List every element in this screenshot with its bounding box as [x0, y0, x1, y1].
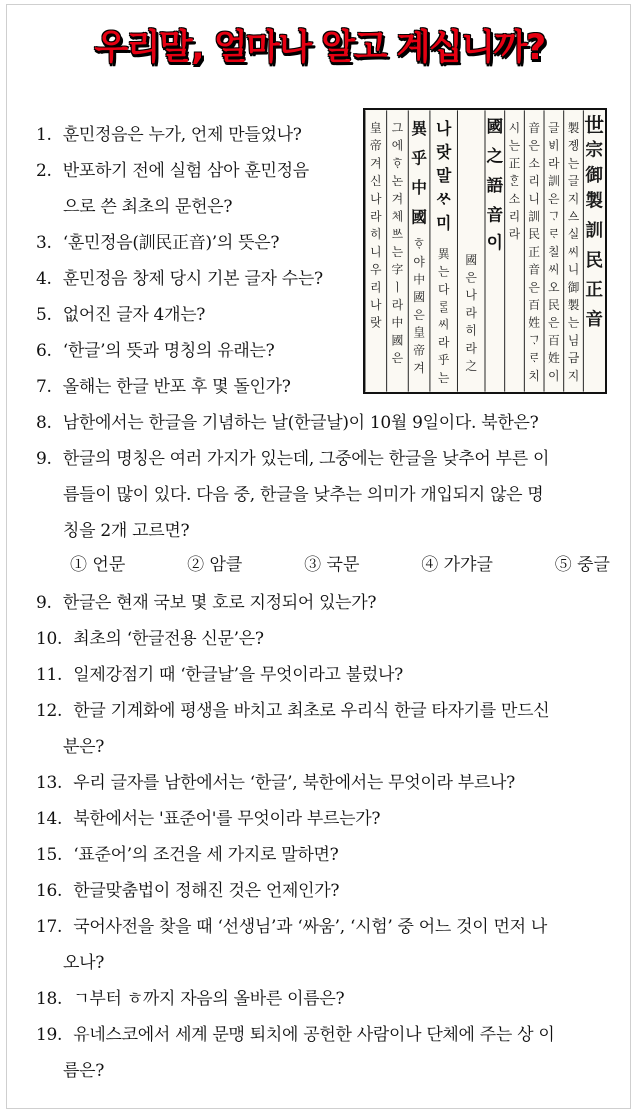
svg-text:姓: 姓: [547, 351, 560, 366]
question-9a-line-3: 칭을 2개 고르면?: [63, 521, 190, 541]
svg-text:리: 리: [370, 280, 382, 295]
svg-text:은: 은: [465, 270, 477, 285]
svg-text:씨: 씨: [567, 244, 580, 259]
svg-text:世: 世: [584, 113, 605, 137]
svg-text:오: 오: [548, 280, 560, 295]
question-11: 11. 일제강점기 때 ‘한글날’을 무엇이라고 불렀나?: [36, 665, 403, 685]
svg-text:소: 소: [508, 191, 521, 206]
svg-text:ᄫᅵ: ᄫᅵ: [548, 138, 560, 153]
svg-text:中: 中: [413, 272, 426, 287]
question-16: 16. 한글맞춤법이 정해진 것은 언제인가?: [36, 881, 340, 901]
svg-text:리: 리: [528, 174, 540, 189]
svg-text:音: 音: [585, 308, 604, 330]
svg-text:라: 라: [465, 305, 477, 320]
svg-text:百: 百: [528, 298, 541, 313]
svg-text:히: 히: [370, 227, 382, 242]
svg-text:乎: 乎: [437, 353, 450, 368]
svg-text:시: 시: [508, 120, 521, 135]
svg-text:니: 니: [567, 262, 580, 277]
svg-text:히: 히: [465, 323, 477, 338]
svg-text:랏: 랏: [436, 142, 452, 162]
svg-text:은: 은: [548, 315, 560, 330]
svg-text:는: 는: [437, 370, 450, 385]
svg-text:야: 야: [413, 254, 425, 269]
svg-text:논: 논: [391, 174, 404, 189]
question-19-line-2: 름은?: [63, 1061, 105, 1081]
option-4: ④ 가갸글: [421, 555, 493, 575]
svg-text:은: 은: [548, 191, 560, 206]
svg-text:訓: 訓: [547, 174, 560, 189]
question-17: 17. 국어사전을 찾을 때 ‘선생님’과 ‘싸움’, ‘시험’ 중 어느 것이 먼저 나: [36, 917, 547, 937]
svg-text:니: 니: [370, 244, 382, 259]
svg-text:니: 니: [528, 191, 540, 206]
svg-text:은: 은: [528, 280, 540, 295]
svg-text:皇: 皇: [413, 325, 426, 340]
svg-text:百: 百: [547, 333, 560, 348]
question-14: 14. 북한에서는 '표준어'를 무엇이라 부르는가?: [36, 809, 381, 829]
svg-text:는: 는: [567, 156, 580, 171]
svg-text:겨: 겨: [370, 156, 382, 171]
svg-text:금: 금: [567, 351, 580, 366]
svg-text:라: 라: [465, 341, 477, 356]
svg-text:씨: 씨: [548, 262, 560, 277]
svg-text:말: 말: [436, 166, 452, 186]
svg-text:乎: 乎: [411, 148, 427, 168]
svg-text:우: 우: [370, 262, 382, 277]
svg-text:ᄒᆞ: ᄒᆞ: [413, 237, 425, 252]
svg-text:라: 라: [548, 156, 560, 171]
svg-text:나: 나: [370, 191, 382, 206]
svg-text:皇: 皇: [369, 120, 382, 135]
svg-text:체: 체: [391, 209, 404, 224]
svg-text:이: 이: [486, 232, 503, 253]
svg-text:民: 民: [547, 298, 560, 313]
svg-text:之: 之: [486, 145, 504, 166]
svg-text:소: 소: [528, 156, 540, 171]
question-12: 12. 한글 기계화에 평생을 바치고 최초로 우리식 한글 타자기를 만드신: [36, 701, 550, 721]
svg-text:라: 라: [508, 227, 521, 242]
svg-text:은: 은: [528, 138, 540, 153]
svg-text:異: 異: [437, 246, 450, 261]
svg-text:製: 製: [567, 120, 580, 135]
svg-text:치: 치: [528, 368, 540, 383]
svg-text:音: 音: [486, 204, 504, 225]
svg-text:ᄊᆞ: ᄊᆞ: [436, 189, 452, 209]
svg-text:은: 은: [391, 351, 404, 366]
svg-text:中: 中: [411, 177, 427, 197]
svg-text:실: 실: [567, 227, 580, 242]
option-2: ② 암클: [187, 555, 243, 575]
svg-text:님: 님: [567, 333, 580, 348]
svg-text:나: 나: [370, 298, 382, 313]
question-7: 7. 올해는 한글 반포 후 몇 돌인가?: [36, 377, 291, 397]
question-3: 3. ‘훈민정음(訓民正音)’의 뜻은?: [36, 233, 280, 253]
svg-text:그: 그: [391, 120, 404, 135]
svg-text:이: 이: [548, 368, 560, 383]
question-15: 15. ‘표준어’의 조건을 세 가지로 말하면?: [36, 845, 339, 865]
svg-text:國: 國: [465, 252, 478, 267]
option-1: ① 언문: [70, 555, 126, 575]
svg-text:ᄀᆞ: ᄀᆞ: [548, 209, 560, 224]
question-6: 6. ‘한글’의 뜻과 명칭의 유래는?: [36, 341, 275, 361]
svg-text:글: 글: [567, 174, 580, 189]
question-8: 8. 남한에서는 한글을 기념하는 날(한글날)이 10월 9일이다. 북한은?: [36, 413, 539, 433]
question-18: 18. ㄱ부터 ㅎ까지 자음의 올바른 이름은?: [36, 989, 345, 1009]
hunminjeongeum-page-image: [363, 108, 607, 394]
svg-text:字: 字: [391, 262, 404, 277]
svg-text:는: 는: [391, 244, 404, 259]
svg-text:나: 나: [436, 118, 452, 138]
svg-text:글: 글: [548, 120, 560, 135]
svg-text:民: 民: [585, 249, 604, 271]
svg-text:ᄅᆞ: ᄅᆞ: [528, 351, 540, 366]
svg-text:音: 音: [528, 120, 541, 135]
svg-text:라: 라: [391, 298, 404, 313]
svg-text:ᄡᅳ: ᄡᅳ: [391, 227, 404, 242]
svg-text:正: 正: [585, 279, 604, 301]
question-2: 2. 반포하기 전에 실험 삼아 훈민정음: [36, 161, 309, 181]
svg-text:랏: 랏: [370, 315, 382, 330]
question-9a-line-2: 름들이 많이 있다. 다음 중, 한글을 낮추는 의미가 개입되지 않은 명: [63, 485, 544, 505]
svg-text:다: 다: [437, 282, 450, 297]
svg-text:帝: 帝: [369, 138, 382, 153]
svg-text:지: 지: [567, 368, 580, 383]
svg-text:라: 라: [437, 335, 450, 350]
svg-text:신: 신: [370, 174, 382, 189]
svg-text:ㅣ: ㅣ: [391, 280, 404, 295]
svg-text:는: 는: [508, 138, 521, 153]
svg-text:ᄒᆞᆫ: ᄒᆞᆫ: [508, 174, 521, 189]
svg-text:御: 御: [567, 280, 580, 295]
svg-text:國: 國: [486, 115, 504, 136]
svg-text:칠: 칠: [548, 244, 560, 259]
svg-text:라: 라: [370, 209, 382, 224]
svg-text:는: 는: [437, 264, 450, 279]
svg-text:ᄅᆞᆯ: ᄅᆞᆯ: [437, 300, 450, 314]
question-5: 5. 없어진 글자 4개는?: [36, 305, 206, 325]
question-9a: 9. 한글의 명칭은 여러 가지가 있는데, 그중에는 한글을 낮추어 부른 이: [36, 449, 550, 469]
svg-text:ᅀᅳ: ᅀᅳ: [567, 209, 580, 224]
svg-text:正: 正: [528, 244, 541, 259]
question-12-line-2: 분은?: [63, 737, 105, 757]
svg-text:製: 製: [585, 190, 604, 212]
svg-text:國: 國: [411, 207, 427, 227]
svg-text:ᄀᆞ: ᄀᆞ: [528, 333, 540, 348]
svg-text:나: 나: [465, 288, 477, 303]
svg-text:宗: 宗: [585, 139, 604, 161]
svg-text:音: 音: [528, 262, 541, 277]
svg-text:帝: 帝: [413, 343, 426, 358]
question-19: 19. 유네스코에서 세계 문맹 퇴치에 공헌한 사람이나 단체에 주는 상 이: [36, 1025, 555, 1045]
question-9b: 9. 한글은 현재 국보 몇 호로 지정되어 있는가?: [36, 593, 377, 613]
question-2-line-2: 으로 쓴 최초의 문헌은?: [63, 197, 233, 217]
svg-text:리: 리: [508, 209, 521, 224]
svg-text:에: 에: [391, 138, 404, 153]
svg-text:之: 之: [465, 359, 478, 374]
svg-text:ᄒᆞ: ᄒᆞ: [391, 156, 404, 171]
svg-text:씨: 씨: [437, 317, 450, 332]
svg-text:語: 語: [486, 175, 504, 195]
svg-text:正: 正: [508, 156, 521, 171]
question-4: 4. 훈민정음 창제 당시 기본 글자 수는?: [36, 269, 323, 289]
question-1: 1. 훈민정음은 누가, 언제 만들었나?: [36, 125, 302, 145]
svg-text:겨: 겨: [413, 360, 425, 375]
svg-text:미: 미: [436, 213, 452, 233]
svg-text:御: 御: [585, 165, 604, 187]
question-10: 10. 최초의 ‘한글전용 신문’은?: [36, 629, 264, 649]
svg-text:姓: 姓: [528, 315, 541, 330]
svg-text:겨: 겨: [391, 191, 404, 206]
answer-options: [70, 554, 610, 576]
svg-text:는: 는: [567, 315, 580, 330]
svg-text:製: 製: [567, 298, 580, 313]
svg-text:지: 지: [567, 191, 580, 206]
svg-text:졩: 졩: [567, 138, 580, 153]
question-13: 13. 우리 글자를 남한에서는 ‘한글’, 북한에서는 무엇이라 부르나?: [36, 773, 515, 793]
svg-text:民: 民: [528, 227, 541, 242]
svg-text:ᄅᆞ: ᄅᆞ: [548, 227, 560, 242]
svg-text:訓: 訓: [585, 220, 604, 242]
svg-text:國: 國: [391, 333, 404, 348]
svg-text:異: 異: [411, 118, 427, 138]
page-title: 우리말, 얼마나 알고 계십니까?: [94, 28, 545, 68]
option-5: ⑤ 중글: [554, 555, 610, 575]
svg-text:訓: 訓: [528, 209, 541, 224]
question-17-line-2: 오나?: [63, 953, 105, 973]
svg-text:國: 國: [413, 290, 426, 305]
option-3: ③ 국문: [304, 555, 360, 575]
svg-text:中: 中: [391, 315, 404, 330]
svg-text:은: 은: [413, 307, 425, 322]
